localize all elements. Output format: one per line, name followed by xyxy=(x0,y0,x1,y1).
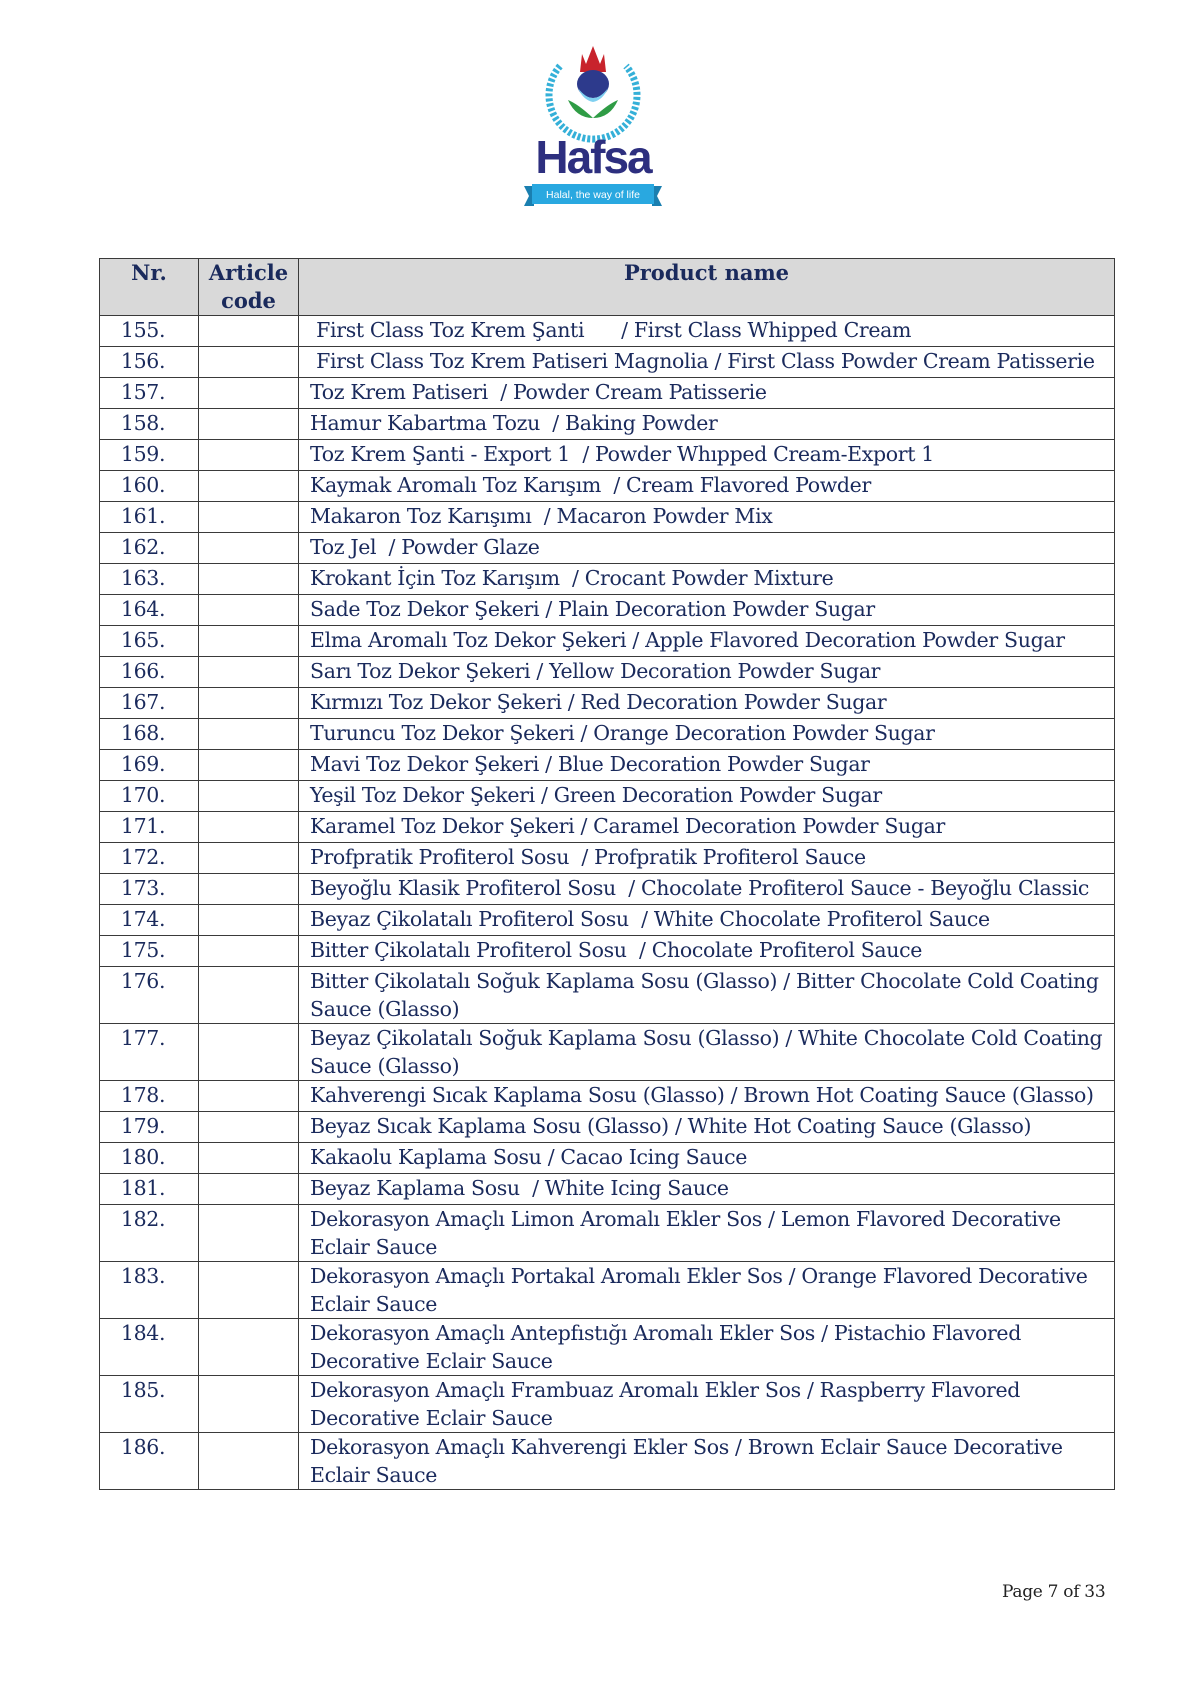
header-article-label: Article xyxy=(208,260,289,285)
row-nr: 155. xyxy=(100,316,199,347)
row-product-name: First Class Toz Krem Patiseri Magnolia / First Class Powder Cream Patisserie xyxy=(299,347,1115,378)
row-nr: 169. xyxy=(100,750,199,781)
row-nr: 181. xyxy=(100,1174,199,1205)
row-nr: 175. xyxy=(100,936,199,967)
row-article-code xyxy=(199,719,299,750)
table-row xyxy=(100,936,1115,967)
row-article-code xyxy=(199,1143,299,1174)
row-article-code xyxy=(199,688,299,719)
table-row xyxy=(100,905,1115,936)
row-product-name: Turuncu Toz Dekor Şekeri / Orange Decoration Powder Sugar xyxy=(299,719,1115,750)
row-product-name: Karamel Toz Dekor Şekeri / Caramel Decoration Powder Sugar xyxy=(299,812,1115,843)
table-row xyxy=(100,533,1115,564)
row-nr: 183. xyxy=(100,1262,199,1319)
row-article-code xyxy=(199,440,299,471)
table-row xyxy=(100,440,1115,471)
row-article-code xyxy=(199,781,299,812)
row-product-name: Toz Krem Şanti - Export 1 / Powder Whıpped Cream-Export 1 xyxy=(299,440,1115,471)
table-row xyxy=(100,843,1115,874)
row-nr: 156. xyxy=(100,347,199,378)
row-nr: 171. xyxy=(100,812,199,843)
row-nr: 173. xyxy=(100,874,199,905)
row-product-name: Kahverengi Sıcak Kaplama Sosu (Glasso) / Brown Hot Coating Sauce (Glasso) xyxy=(299,1081,1115,1112)
row-nr: 177. xyxy=(100,1024,199,1081)
row-product-name: Hamur Kabartma Tozu / Baking Powder xyxy=(299,409,1115,440)
row-product-name: Beyaz Çikolatalı Profiterol Sosu / White Chocolate Profiterol Sauce xyxy=(299,905,1115,936)
table-row xyxy=(100,1143,1115,1174)
table-row xyxy=(100,874,1115,905)
table-row xyxy=(100,595,1115,626)
header-article-code xyxy=(199,259,299,316)
hafsa-logo xyxy=(498,38,688,228)
row-article-code xyxy=(199,626,299,657)
header-nr xyxy=(100,259,199,316)
left-leaf-icon xyxy=(568,100,593,118)
row-article-code xyxy=(199,409,299,440)
row-product-name: Yeşil Toz Dekor Şekeri / Green Decoration Powder Sugar xyxy=(299,781,1115,812)
row-article-code xyxy=(199,812,299,843)
table-row xyxy=(100,1433,1115,1490)
row-product-name: Mavi Toz Dekor Şekeri / Blue Decoration Powder Sugar xyxy=(299,750,1115,781)
row-nr: 164. xyxy=(100,595,199,626)
table-row xyxy=(100,812,1115,843)
row-nr: 184. xyxy=(100,1319,199,1376)
table-row xyxy=(100,1024,1115,1081)
row-product-name: Bitter Çikolatalı Soğuk Kaplama Sosu (Glasso) / Bitter Chocolate Cold Coating Sauce (Glasso) xyxy=(299,967,1115,1024)
row-article-code xyxy=(199,1376,299,1433)
table-row xyxy=(100,657,1115,688)
table-row xyxy=(100,688,1115,719)
row-article-code xyxy=(199,1319,299,1376)
row-nr: 157. xyxy=(100,378,199,409)
row-product-name: Krokant İçin Toz Karışım / Crocant Powder Mixture xyxy=(299,564,1115,595)
row-article-code xyxy=(199,905,299,936)
table-row xyxy=(100,347,1115,378)
row-product-name: Elma Aromalı Toz Dekor Şekeri / Apple Flavored Decoration Powder Sugar xyxy=(299,626,1115,657)
row-article-code xyxy=(199,316,299,347)
table-row xyxy=(100,781,1115,812)
row-article-code xyxy=(199,657,299,688)
row-product-name: Dekorasyon Amaçlı Antepfıstığı Aromalı Ekler Sos / Pistachio Flavored Decorative Eclair Sauce xyxy=(299,1319,1115,1376)
row-nr: 170. xyxy=(100,781,199,812)
table-row xyxy=(100,471,1115,502)
row-article-code xyxy=(199,843,299,874)
header-product-name-label: Product name xyxy=(623,260,790,285)
row-article-code xyxy=(199,1174,299,1205)
row-nr: 162. xyxy=(100,533,199,564)
row-article-code xyxy=(199,347,299,378)
page-number: Page 7 of 33 xyxy=(1002,1582,1106,1602)
row-product-name: Beyaz Kaplama Sosu / White Icing Sauce xyxy=(299,1174,1115,1205)
table-row xyxy=(100,1262,1115,1319)
table-row xyxy=(100,967,1115,1024)
row-article-code xyxy=(199,595,299,626)
header-code-label: code xyxy=(221,288,276,313)
row-article-code xyxy=(199,874,299,905)
row-nr: 176. xyxy=(100,967,199,1024)
header-nr-label: Nr. xyxy=(131,260,167,285)
table-row xyxy=(100,1112,1115,1143)
row-nr: 163. xyxy=(100,564,199,595)
row-product-name: Beyoğlu Klasik Profiterol Sosu / Chocolate Profiterol Sauce - Beyoğlu Classic xyxy=(299,874,1115,905)
row-product-name: Kakaolu Kaplama Sosu / Cacao Icing Sauce xyxy=(299,1143,1115,1174)
table-header-row xyxy=(100,259,1115,316)
row-article-code xyxy=(199,471,299,502)
row-nr: 185. xyxy=(100,1376,199,1433)
row-article-code xyxy=(199,1262,299,1319)
row-product-name: Profpratik Profiterol Sosu / Profpratik Profiterol Sauce xyxy=(299,843,1115,874)
table-row xyxy=(100,626,1115,657)
row-nr: 178. xyxy=(100,1081,199,1112)
table-row xyxy=(100,502,1115,533)
row-product-name: Toz Krem Patiseri / Powder Cream Patisserie xyxy=(299,378,1115,409)
row-product-name: Bitter Çikolatalı Profiterol Sosu / Chocolate Profiterol Sauce xyxy=(299,936,1115,967)
table-row xyxy=(100,1376,1115,1433)
row-nr: 182. xyxy=(100,1205,199,1262)
table-row xyxy=(100,1205,1115,1262)
right-leaf-icon xyxy=(593,100,618,118)
row-product-name: Beyaz Sıcak Kaplama Sosu (Glasso) / White Hot Coating Sauce (Glasso) xyxy=(299,1112,1115,1143)
row-article-code xyxy=(199,564,299,595)
row-product-name: Kaymak Aromalı Toz Karışım / Cream Flavored Powder xyxy=(299,471,1115,502)
row-article-code xyxy=(199,533,299,564)
row-nr: 174. xyxy=(100,905,199,936)
table-row xyxy=(100,719,1115,750)
row-product-name: Dekorasyon Amaçlı Kahverengi Ekler Sos / Brown Eclair Sauce Decorative Eclair Sauce xyxy=(299,1433,1115,1490)
row-product-name: Sarı Toz Dekor Şekeri / Yellow Decoration Powder Sugar xyxy=(299,657,1115,688)
row-nr: 165. xyxy=(100,626,199,657)
row-article-code xyxy=(199,1112,299,1143)
row-article-code xyxy=(199,750,299,781)
row-nr: 167. xyxy=(100,688,199,719)
row-nr: 186. xyxy=(100,1433,199,1490)
row-product-name: Beyaz Çikolatalı Soğuk Kaplama Sosu (Glasso) / White Chocolate Cold Coating Sauce (Glasso) xyxy=(299,1024,1115,1081)
row-article-code xyxy=(199,967,299,1024)
table-row xyxy=(100,1081,1115,1112)
row-article-code xyxy=(199,502,299,533)
row-product-name: Sade Toz Dekor Şekeri / Plain Decoration Powder Sugar xyxy=(299,595,1115,626)
header-product-name xyxy=(299,259,1115,316)
row-article-code xyxy=(199,1081,299,1112)
table-row xyxy=(100,1174,1115,1205)
row-nr: 166. xyxy=(100,657,199,688)
row-product-name: Makaron Toz Karışımı / Macaron Powder Mix xyxy=(299,502,1115,533)
row-article-code xyxy=(199,1024,299,1081)
tulip-petals-icon xyxy=(580,46,606,72)
row-nr: 158. xyxy=(100,409,199,440)
row-article-code xyxy=(199,936,299,967)
table-row xyxy=(100,1319,1115,1376)
row-nr: 168. xyxy=(100,719,199,750)
row-article-code xyxy=(199,1433,299,1490)
table-row xyxy=(100,564,1115,595)
row-article-code xyxy=(199,378,299,409)
product-table xyxy=(99,258,1115,1490)
table-row xyxy=(100,378,1115,409)
row-product-name: Dekorasyon Amaçlı Portakal Aromalı Ekler Sos / Orange Flavored Decorative Eclair Sauce xyxy=(299,1262,1115,1319)
row-nr: 180. xyxy=(100,1143,199,1174)
row-product-name: Toz Jel / Powder Glaze xyxy=(299,533,1115,564)
hafsa-logo-graphic xyxy=(498,38,688,228)
brand-tagline: Halal, the way of life xyxy=(546,189,640,201)
brand-name: Hafsa xyxy=(535,131,651,183)
row-nr: 179. xyxy=(100,1112,199,1143)
row-nr: 172. xyxy=(100,843,199,874)
row-product-name: First Class Toz Krem Şanti / First Class Whipped Cream xyxy=(299,316,1115,347)
row-nr: 161. xyxy=(100,502,199,533)
row-article-code xyxy=(199,1205,299,1262)
table-row xyxy=(100,409,1115,440)
row-product-name: Kırmızı Toz Dekor Şekeri / Red Decoration Powder Sugar xyxy=(299,688,1115,719)
row-nr: 159. xyxy=(100,440,199,471)
row-product-name: Dekorasyon Amaçlı Limon Aromalı Ekler Sos / Lemon Flavored Decorative Eclair Sauce xyxy=(299,1205,1115,1262)
table-row xyxy=(100,750,1115,781)
table-row xyxy=(100,316,1115,347)
row-product-name: Dekorasyon Amaçlı Frambuaz Aromalı Ekler Sos / Raspberry Flavored Decorative Eclair Sauce xyxy=(299,1376,1115,1433)
row-nr: 160. xyxy=(100,471,199,502)
